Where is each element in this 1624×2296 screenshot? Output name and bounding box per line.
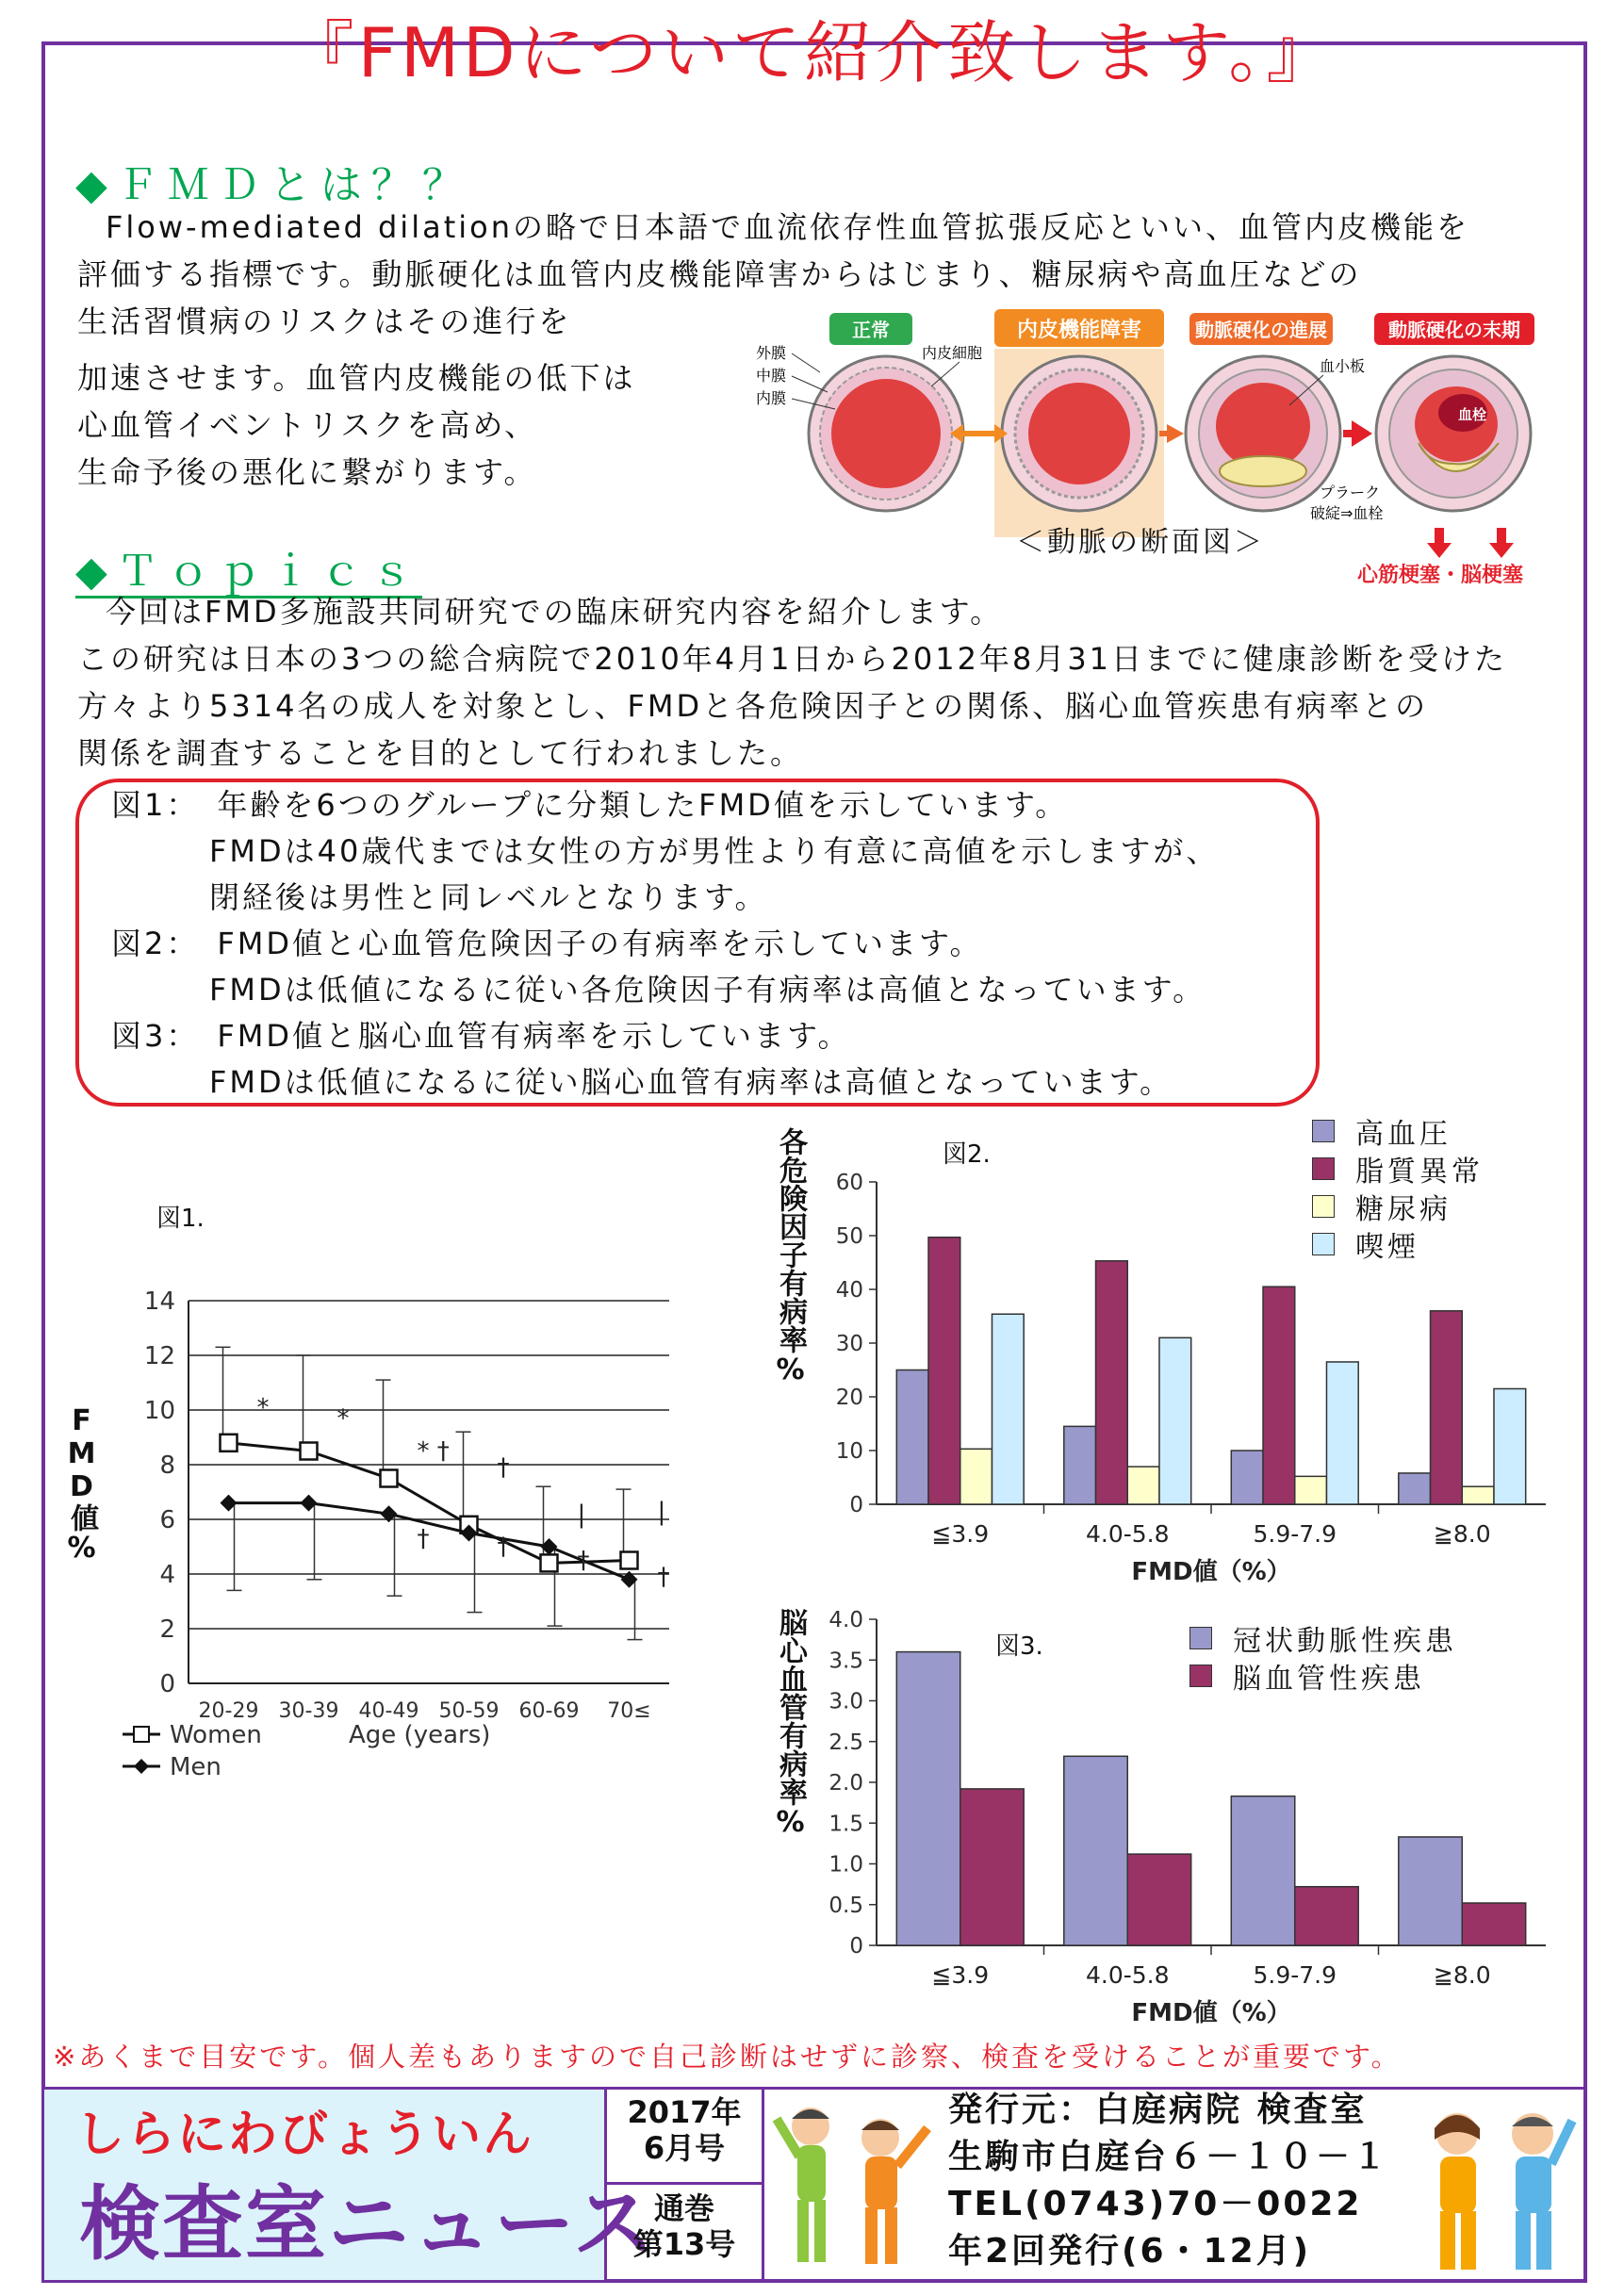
fig1-significance-mark: †: [657, 1563, 670, 1592]
layer-adventitia-label: 外膜: [756, 344, 787, 362]
fig2-xtick-label: 5.9-7.9: [1253, 1520, 1337, 1548]
platelet-label: 血小板: [1320, 357, 1366, 375]
fig3-ylabel: 脳心血管有病率%: [774, 1608, 807, 1839]
fig3-ytick-label: 3.0: [828, 1689, 863, 1714]
intro-line-2: 評価する指標です。動脈硬化は血管内皮機能障害からはじまり、糖尿病や高血圧などの: [77, 256, 1362, 292]
fig2-xlabel: FMD値（%）: [1131, 1558, 1291, 1586]
fig1-significance-mark: * †: [417, 1437, 450, 1467]
fig1-ytick-label: 0: [159, 1670, 175, 1698]
stage-progress-label: 動脈硬化の進展: [1195, 319, 1327, 341]
brand-newsletter-title: 検査室ニュース: [79, 2177, 656, 2271]
fig1-xtick-label: 20-29: [198, 1699, 259, 1723]
plaque-label: プラーク: [1320, 484, 1381, 501]
issue-volume-label: 通巻: [653, 2190, 714, 2226]
legend-swatch: [1312, 1233, 1335, 1255]
fig1-ytick-label: 2: [159, 1615, 175, 1644]
fig1-significance-mark: |: [657, 1498, 666, 1526]
fig3-bar: [1064, 1756, 1127, 1945]
fig1-legend-men-marker: [134, 1759, 149, 1774]
issue-month: 6月号: [643, 2130, 726, 2166]
summary-line-6: 図3： FMD値と脳心血管有病率を示しています。: [111, 1018, 851, 1054]
fig2-ytick-label: 30: [835, 1332, 863, 1356]
summary-line-1: 図1： 年齢を6つのグループに分類したFMD値を示しています。: [111, 787, 1069, 823]
fig1-legend-men-label: Men: [170, 1753, 221, 1781]
legend-swatch: [1312, 1195, 1335, 1218]
publisher-info: [948, 2087, 1389, 2275]
issue-year: 2017年: [627, 2094, 742, 2130]
layer-intima-label: 内膜: [756, 389, 787, 407]
topics-line-3: 方々より5314名の成人を対象とし、FMDと各危険因子との関係、脳心血管疾患有病率との: [77, 688, 1429, 724]
publisher-name: 発行元：白庭病院 検査室: [948, 2091, 1368, 2129]
fig1-significance-mark: *: [256, 1393, 270, 1422]
publisher-phone: TEL(0743)70－0022: [948, 2185, 1363, 2223]
fig1-ytick-label: 8: [159, 1451, 175, 1480]
summary-line-5: FMDは低値になるに従い各危険因子有病率は高値となっています。: [209, 972, 1206, 1008]
exercising-people-illustration-left: [765, 2091, 944, 2279]
fig2-bar: [1494, 1388, 1526, 1504]
fig1-xtick-label: 40-49: [358, 1699, 419, 1723]
fig3-xtick-label: 5.9-7.9: [1253, 1961, 1337, 1989]
fig1-significance-mark: |: [577, 1500, 586, 1529]
fig1-legend-women-marker: [134, 1727, 149, 1742]
fig2-xtick-label: ≦3.9: [931, 1520, 990, 1548]
legend-label: 冠状動脈性疾患: [1233, 1625, 1457, 1658]
fig2-bar: [1159, 1337, 1191, 1504]
fig2-title: 図2.: [943, 1140, 991, 1169]
fig2-bar: [1399, 1473, 1431, 1504]
legend-swatch: [1189, 1665, 1212, 1687]
stage-normal-label: 正常: [852, 319, 890, 341]
intro-line-3: 生活習慣病のリスクはその進行を: [77, 303, 572, 339]
topics-line-1: 今回はFMD多施設共同研究での臨床研究内容を紹介します。: [106, 594, 1004, 630]
fig2-ytick-label: 0: [849, 1493, 863, 1517]
fig3-ytick-label: 1.0: [828, 1852, 863, 1878]
topics-line-2: この研究は日本の3つの総合病院で2010年4月1日から2012年8月31日までに健康診断を受けた: [77, 641, 1508, 677]
legend-swatch: [1312, 1157, 1335, 1180]
legend-label: 高血圧: [1355, 1118, 1452, 1151]
fig1-significance-mark: †: [497, 1453, 510, 1483]
fig1-women-point: [541, 1554, 558, 1571]
fig3-xlabel: FMD値（%）: [1131, 1999, 1291, 2027]
fig2-bar: [1462, 1486, 1494, 1504]
fig1-ylabel: FMD値%: [65, 1404, 98, 1565]
intro-line-4: 加速させます。血管内皮機能の低下は: [77, 360, 636, 396]
fig1-women-point: [381, 1470, 398, 1487]
section-heading-topics: ◆Ｔｏｐｉｃｓ: [75, 537, 422, 598]
fig2-ytick-label: 60: [835, 1171, 863, 1195]
fig1-women-point: [301, 1443, 318, 1460]
fig2-bar: [1231, 1451, 1263, 1504]
fig2-xtick-label: ≧8.0: [1433, 1520, 1491, 1548]
fig3-bar: [1399, 1837, 1462, 1945]
fig1-chart: [104, 1272, 745, 1800]
fig1-women-point: [221, 1435, 238, 1451]
fig3-ytick-label: 0.5: [828, 1893, 863, 1918]
legend-swatch: [1189, 1627, 1212, 1649]
page-title: 『FMDについて紹介致します。』: [286, 13, 1338, 92]
legend-swatch: [1312, 1120, 1335, 1142]
issue-volume-number: 第13号: [632, 2226, 736, 2262]
people-illustration-right: [1414, 2092, 1582, 2277]
fig1-xtick-label: 50-59: [438, 1699, 500, 1723]
fig2-bar: [960, 1449, 992, 1504]
fig3-bar: [1295, 1887, 1358, 1945]
fig2-bar: [1326, 1362, 1358, 1504]
fig3-bar: [960, 1789, 1024, 1945]
intro-line-5: 心血管イベントリスクを高め、: [77, 407, 538, 443]
plaque-rupture-label: 破綻⇒血栓: [1310, 504, 1384, 522]
issue-number: [607, 2190, 762, 2262]
fig1-xtick-label: 60-69: [518, 1699, 580, 1723]
fig1-women-point: [621, 1552, 638, 1569]
fig1-title: 図1.: [156, 1205, 205, 1233]
stage-end-label: 動脈硬化の末期: [1388, 319, 1520, 341]
fig3-title: 図3.: [995, 1632, 1043, 1661]
fig2-bar: [1431, 1311, 1463, 1504]
fig2-bar: [896, 1370, 928, 1505]
intro-line-1: Flow-mediated dilationの略で日本語で血流依存性血管拡張反応といい、血管内皮機能を: [106, 209, 1469, 245]
fig3-legend: [1189, 1619, 1457, 1695]
fig1-xlabel: Age (years): [349, 1721, 491, 1749]
fig3-ytick-label: 0: [849, 1934, 863, 1959]
summary-line-4: 図2： FMD値と心血管危険因子の有病率を示しています。: [111, 926, 983, 961]
fig3-bar: [1462, 1903, 1525, 1945]
fig1-ytick-label: 6: [159, 1506, 175, 1534]
fig1-ytick-label: 10: [143, 1397, 175, 1425]
topics-line-4: 関係を調査することを目的として行われました。: [77, 735, 804, 771]
fig3-ytick-label: 2.5: [828, 1730, 863, 1755]
legend-label: 脳血管性疾患: [1233, 1663, 1425, 1696]
legend-label: 糖尿病: [1355, 1193, 1452, 1226]
fig2-bar: [1096, 1261, 1128, 1504]
fig1-xtick-label: 30-39: [278, 1699, 339, 1723]
issue-date: [607, 2094, 762, 2166]
fig2-bar: [1127, 1467, 1159, 1504]
legend-label: 脂質異常: [1355, 1156, 1484, 1189]
fig2-ytick-label: 40: [835, 1278, 863, 1303]
fig3-xtick-label: ≦3.9: [931, 1961, 990, 1989]
fig3-bar: [1231, 1796, 1294, 1945]
summary-line-2: FMDは40歳代までは女性の方が男性より有意に高値を示しますが、: [209, 833, 1220, 869]
fig3-ytick-label: 3.5: [828, 1648, 863, 1674]
fig1-significance-mark: †: [417, 1525, 430, 1553]
fig3-bar: [1127, 1854, 1190, 1945]
fig1-significance-mark: †: [577, 1547, 590, 1576]
fig2-ylabel: 各危険因子有病率%: [774, 1127, 807, 1386]
legend-label: 喫煙: [1355, 1231, 1419, 1264]
publisher-address: 生駒市白庭台６－１０－１: [948, 2138, 1390, 2176]
fig2-bar: [928, 1238, 960, 1504]
fig2-ytick-label: 10: [835, 1439, 863, 1464]
fig2-ytick-label: 20: [835, 1386, 863, 1410]
fig2-legend: [1312, 1112, 1484, 1263]
fig2-xtick-label: 4.0-5.8: [1085, 1520, 1170, 1548]
fig3-xtick-label: 4.0-5.8: [1085, 1961, 1170, 1989]
fig1-significance-mark: *: [336, 1404, 350, 1434]
brand-hospital-kana: しらにわびょういん: [75, 2107, 534, 2163]
fig1-xtick-label: 70≤: [607, 1699, 651, 1723]
fig3-ytick-label: 1.5: [828, 1812, 863, 1837]
section-heading-fmd: ◆ＦＭＤとは？？: [75, 161, 473, 209]
stage-dysfunction-label: 内皮機能障害: [1016, 319, 1142, 342]
fig1-ytick-label: 14: [143, 1287, 175, 1316]
summary-line-3: 閉経後は男性と同レベルとなります。: [209, 879, 768, 915]
fig3-xtick-label: ≧8.0: [1433, 1961, 1491, 1989]
fig2-bar: [992, 1314, 1024, 1504]
fig2-ytick-label: 50: [835, 1224, 863, 1249]
fig1-legend-women-label: Women: [170, 1721, 262, 1749]
fig3-bar: [896, 1652, 960, 1945]
publisher-frequency: 年2回発行(6・12月): [948, 2232, 1312, 2271]
fig1-significance-mark: †: [497, 1533, 510, 1562]
fig1-ytick-label: 4: [159, 1561, 175, 1589]
fig3-ytick-label: 4.0: [828, 1608, 863, 1632]
layer-media-label: 中膜: [756, 367, 787, 385]
outcome-label: 心筋梗塞・脳梗塞: [1357, 564, 1524, 587]
clot-label: 血栓: [1457, 406, 1487, 423]
fig3-ytick-label: 2.0: [828, 1771, 863, 1796]
disclaimer-note: ※あくまで目安です。個人差もありますので自己診断はせずに診察、検査を受けることが重要です。: [53, 2041, 1402, 2073]
fig2-bar: [1295, 1476, 1327, 1504]
endothelial-label: 内皮細胞: [922, 344, 983, 362]
intro-line-6: 生命予後の悪化に繋がります。: [77, 454, 537, 490]
fig1-ytick-label: 12: [143, 1342, 175, 1370]
fig2-bar: [1064, 1426, 1096, 1504]
illustration-caption: ＜動脈の断面図＞: [1016, 526, 1265, 559]
summary-line-7: FMDは低値になるに従い脳心血管有病率は高値となっています。: [209, 1064, 1173, 1100]
fig2-bar: [1263, 1287, 1295, 1504]
